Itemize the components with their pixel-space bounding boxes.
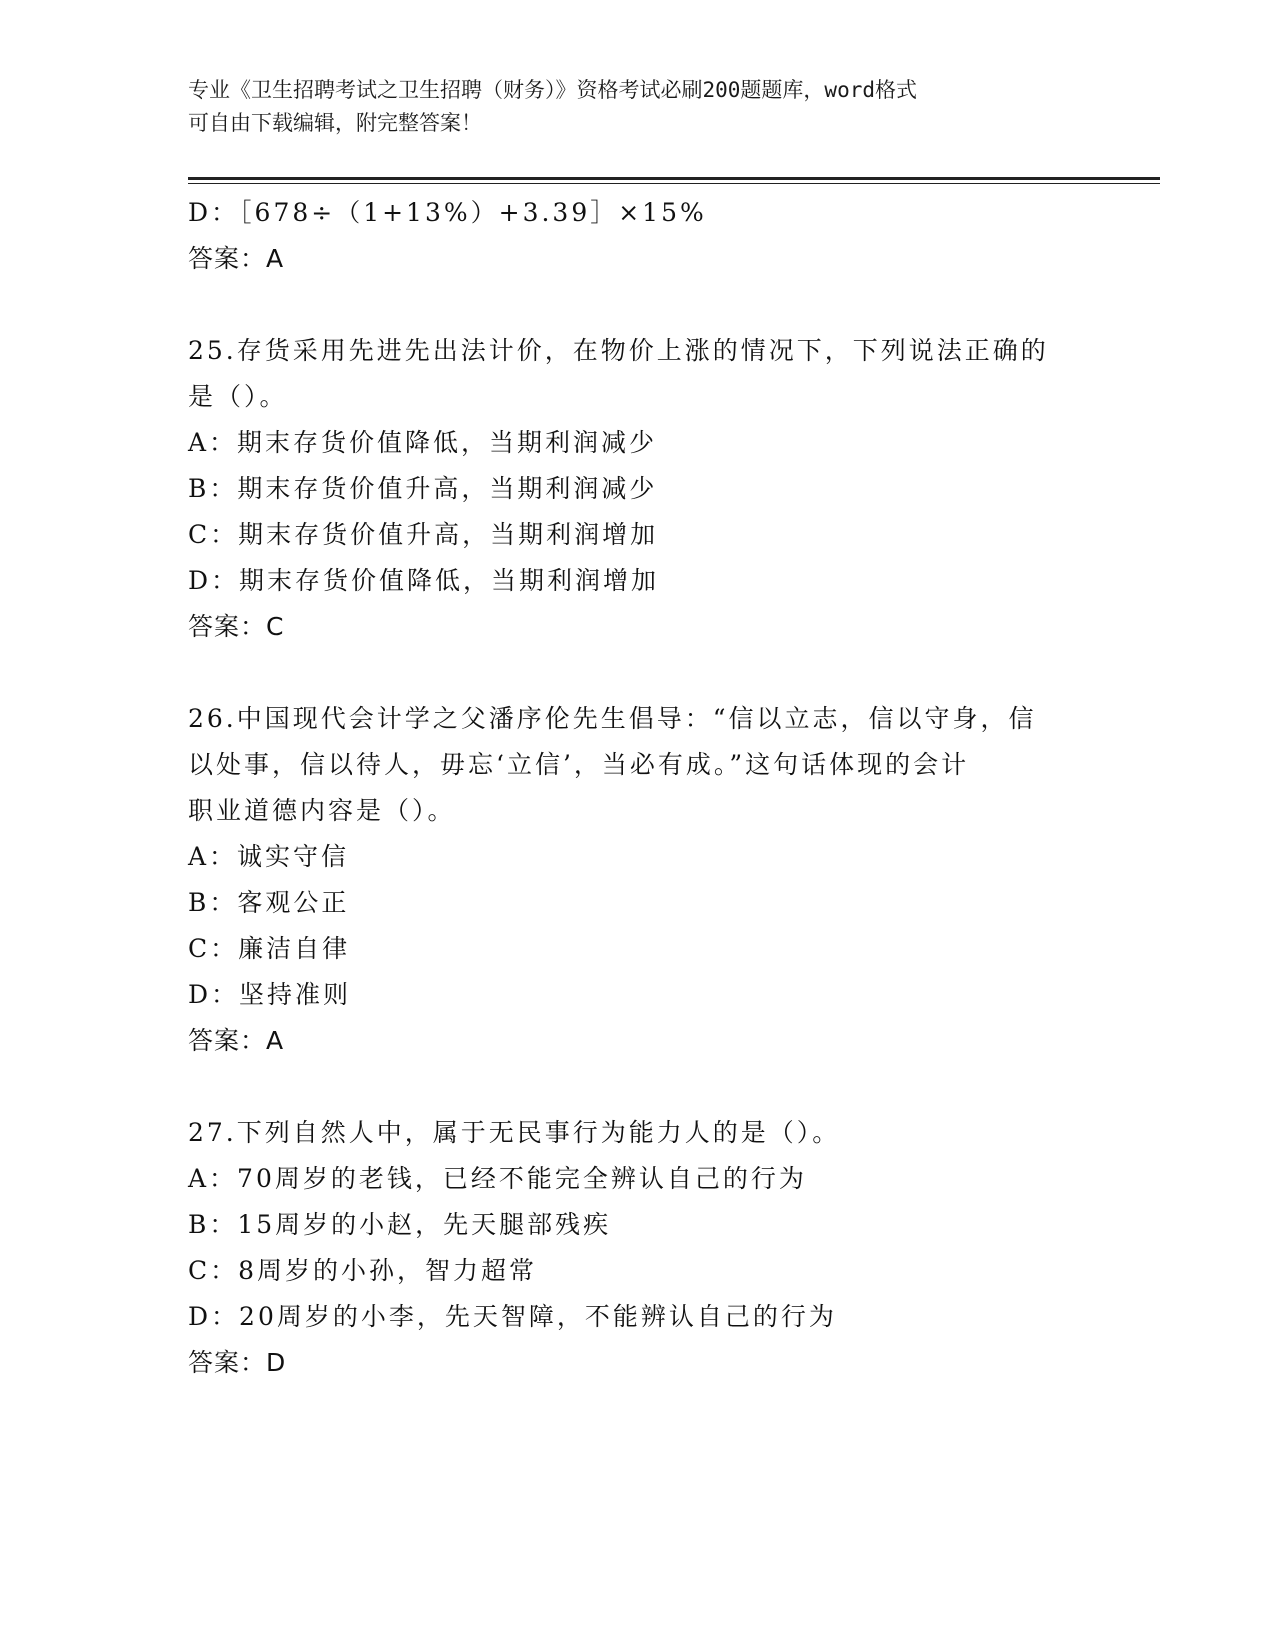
question-stem-line: 以处事，信以待人，毋忘‘立信’，当必有成。”这句话体现的会计 — [188, 750, 970, 779]
question-content — [188, 190, 1088, 1386]
option-c: C：8周岁的小孙，智力超常 — [188, 1256, 538, 1285]
header-divider-thick — [188, 177, 1160, 180]
header-line-1: 专业《卫生招聘考试之卫生招聘（财务）》资格考试必刷200题题库，word格式 — [188, 78, 917, 102]
question-stem-line: 25.存货采用先进先出法计价，在物价上涨的情况下，下列说法正确的 — [188, 336, 1049, 365]
question-stem-line: 26.中国现代会计学之父潘序伦先生倡导：“信以立志，信以守身，信 — [188, 704, 1037, 733]
spacer — [188, 650, 1088, 696]
prev-option-d: D：［678÷（1+13%）+3.39］×15% — [188, 198, 707, 227]
spacer — [188, 282, 1088, 328]
question-stem-line: 是（）。 — [188, 382, 288, 411]
prev-answer: 答案：A — [188, 244, 285, 273]
option-b: B：客观公正 — [188, 888, 350, 917]
option-c: C：期末存货价值升高，当期利润增加 — [188, 520, 659, 549]
question-25 — [188, 328, 1088, 650]
question-27 — [188, 1110, 1088, 1386]
option-b: B：15周岁的小赵，先天腿部残疾 — [188, 1210, 612, 1239]
option-a: A：70周岁的老钱，已经不能完全辨认自己的行为 — [188, 1164, 807, 1193]
answer-line: 答案：A — [188, 1026, 285, 1055]
question-26 — [188, 696, 1088, 1064]
spacer — [188, 1064, 1088, 1110]
header-line-2: 可自由下载编辑，附完整答案！ — [188, 111, 482, 135]
option-a: A：期末存货价值降低，当期利润减少 — [188, 428, 658, 457]
question-stem-line: 27.下列自然人中，属于无民事行为能力人的是（）。 — [188, 1118, 841, 1147]
option-b: B：期末存货价值升高，当期利润减少 — [188, 474, 658, 503]
question-stem-line: 职业道德内容是（）。 — [188, 796, 456, 825]
answer-line: 答案：D — [188, 1348, 287, 1377]
answer-line: 答案：C — [188, 612, 285, 641]
document-header — [188, 74, 1068, 140]
header-divider-thin — [188, 183, 1160, 184]
option-c: C：廉洁自律 — [188, 934, 351, 963]
option-d: D：20周岁的小李，先天智障，不能辨认自己的行为 — [188, 1302, 837, 1331]
option-d: D：坚持准则 — [188, 980, 352, 1009]
option-a: A：诚实守信 — [188, 842, 350, 871]
option-d: D：期末存货价值降低，当期利润增加 — [188, 566, 660, 595]
